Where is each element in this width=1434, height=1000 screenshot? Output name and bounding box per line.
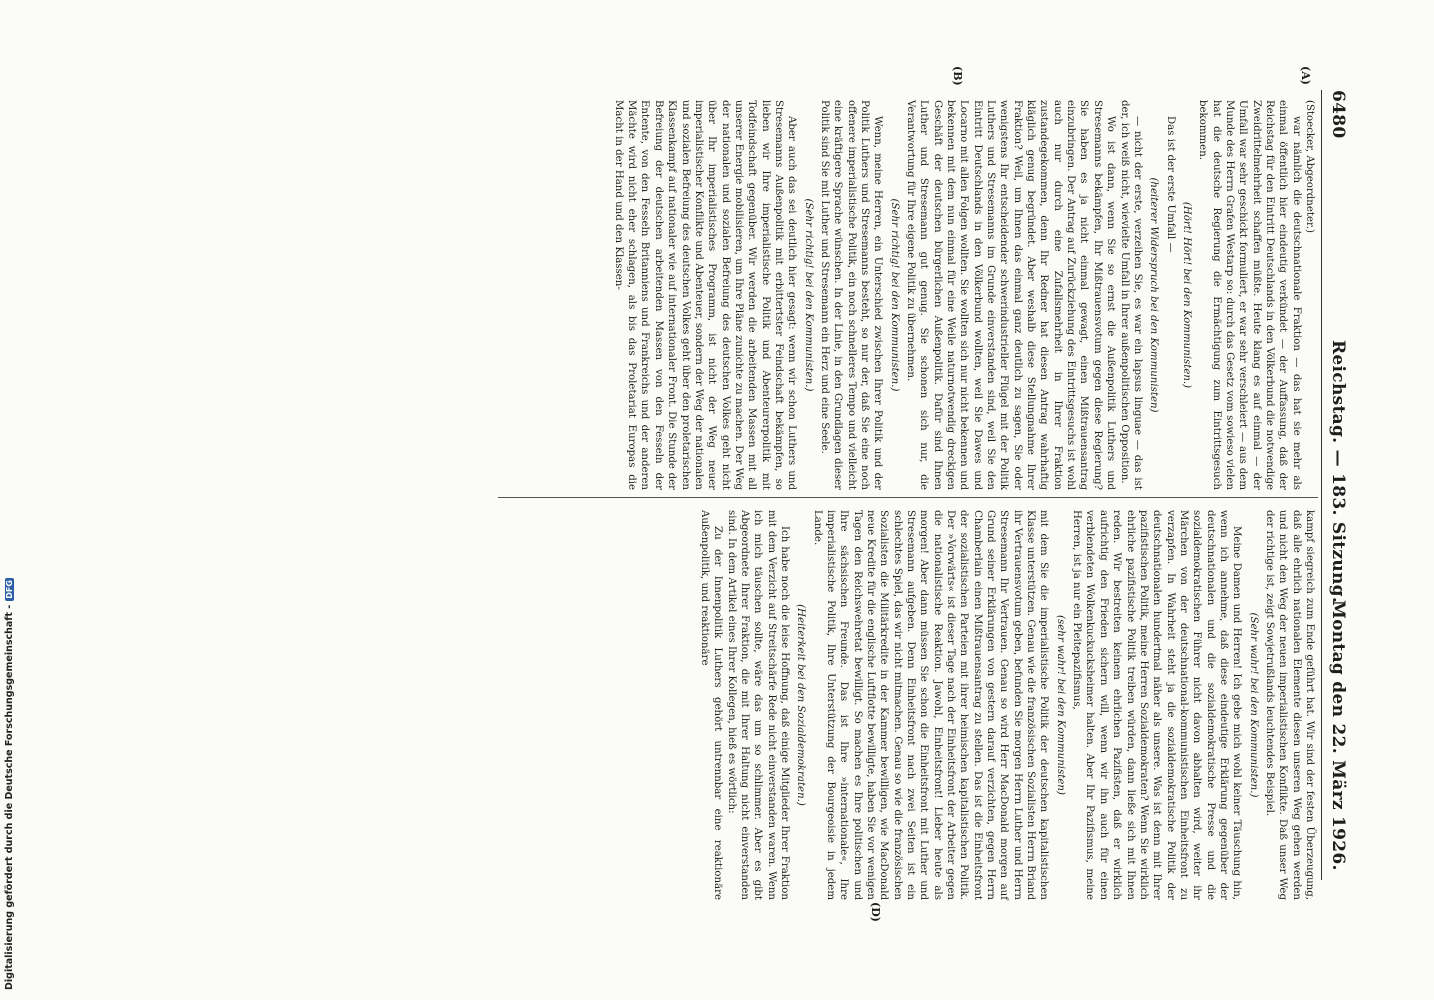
- margin-mark-b: (B): [951, 66, 964, 86]
- left-text-column: [611, 100, 1316, 490]
- interjection: (Sehr richtig! bei den Kommunisten.): [888, 198, 900, 392]
- credit-text: Digitalisierung gefördert durch die Deutsche Forschungsgemeinschaft -: [4, 604, 15, 990]
- interjection: (Sehr wahr! bei den Kommunisten.): [1247, 612, 1259, 798]
- paragraph: Wenn, meine Herren, ein Unterschied zwischen Ihrer Politik und der Politik Luthers und Stresemanns besteht, so nur der, daß Sie eine noch offenere imperialistische Politik, ein noch schnelleres Tempo und vielleicht eine kräftigere Sprache wünschen. In der Linie, in den Grundlagen dieser Politik sind Sie mit Luther und Stresemann ein Herz und eine Seele.: [818, 100, 884, 490]
- paragraph: Meine Damen und Herren! Ich gebe mich wohl keiner Täuschung hin, wenn ich annehme, daß diese eindeutige Erklärung gegenüber der deutschnationalen und die sozialdemokratische Presse und die sozialdemokratischen Führer nicht davon abhalten wird, weiter ihr Märchen von der deutschnational-kommunistischen Einheitsfront zu verzapfen. In Wahrheit steht ja die sozialdemokratische Politik der deutschnationalen hundertmal näher als unsere. Was ist denn mit Ihrer pazifistischen Politik, meine Herren Sozialdemokraten? Wenn Sie wirklich ehrliche pazifistische Politik treiben würden, dann ließe sich mit Ihnen reden. Wir bestreiten keinem ehrlichen Pazifisten, daß er wirklich aufrichtig den Frieden sichern will, wenn wir ihn auch für einen verblendeten Wolkenkuckucksheimer halten. Aber Ihr Pazifismus, meine Herren, ist ja nur ein Pleitepazifismus,: [1071, 510, 1243, 900]
- right-text-column: [698, 510, 1316, 900]
- column-divider: [498, 497, 1318, 498]
- digitization-credit: [4, 580, 18, 990]
- header-rule: [1321, 90, 1322, 880]
- interjection: (sehr wahr! bei den Kommunisten): [1054, 615, 1066, 795]
- paragraph: Ich habe noch die leise Hoffnung, daß einige Mitglieder Ihrer Fraktion mit dem Verzicht auf Streitschärfe Rede nicht einverstanden waren. Wenn ich mich täuschen sollte, wäre das um so schlimmer. Aber es gibt Abgeordnete Ihrer Fraktion, die mit Ihrer Haltung nicht einverstanden sind. In dem Artikel eines Ihrer Kollegen, hieß es wörtlich:: [725, 510, 790, 900]
- paragraph: — nicht der erste, verzeihen Sie, es war ein lapsus linguae — das ist der, ich weiß nicht, wievielte Umfall in Ihrer außenpolitischen Opposition.: [1118, 100, 1143, 490]
- paragraph: Aber auch das sei deutlich hier gesagt: wenn wir schon Luthers und Stresemanns Außenpolitik mit erbittertster Feindschaft bekämpfen, so lieben wir Ihre imperialistische Politik und Abenteurerpolitik mit Todfeindschaft gegenüber. Wir werden die arbeitenden Massen mit all unserer Energie mobilisieren, um Ihre Pläne zunichte zu machen. Der Weg der nationalen und sozialen Befreiung des deutschen Volkes geht nicht über Ihr imperialistisches Programm, ist nicht der Weg neuer imperialistischer Konflikte und Abenteuer, sondern der Weg der nationalen und sozialen Befreiung des deutschen Volkes geht über den proletarischen Klassenkampf auf nationaler wie auf internationaler Front. Die Stunde der Befreiung der deutschen arbeitenden Massen von den Fesseln der Entente, von den Fesseln Britanniens und Frankreichs und der anderen Mächte wird nicht eher schlagen, als bis das Proletariat Europas die Macht in der Hand und den Klassen-: [612, 100, 798, 490]
- paragraph: Wo ist dann, wenn Sie so ernst die Außenpolitik Luthers und Stresemanns bekämpfen, Ihr Mißtrauensvotum gegen diese Regierung? Sie haben es ja nicht einmal gewagt, einen Mißtrauensantrag einzubringen. Der Antrag auf Zurückziehung des Eintrittsgesuchs ist wohl auch nur durch eine Zufallsmehrheit in Ihrer Fraktion zustandegekommen, denn Ihr Redner hat diesen Antrag wahrhaftig kläglich genug begründet. Aber weshalb diese Stellungnahme Ihrer Fraktion? Weil, um Ihnen das einmal ganz deutlich zu sagen, Sie oder wenigstens Ihr entscheidender schwerindustrieller Flügel mit der Politik Luthers und Stresemanns im Grunde einverstanden sind, weil Sie den Eintritt Deutschlands in den Völkerbund wollten, weil Sie Dawes und Locarno mit allen Folgen wollten. Sie wollten sich nur nicht bekennen und bekennen mit dem nun einmal für eine Weile naturnotwendig dreckigen Geschäft der deutschen bürgerlichen Außenpolitik. Dafür sind Ihnen Luther und Stresemann gut genug. Sie schonen sich nur, die Verantwortung für Ihre eigene Politik zu übernehmen.: [905, 100, 1117, 490]
- interjection: (Heiterkeit bei den Sozialdemokraten.): [795, 604, 807, 806]
- margin-mark-d: (D): [869, 902, 882, 922]
- session-date: Montag den 22. März 1926.: [1328, 600, 1348, 871]
- session-title: Reichstag. — 183. Sitzung.: [1328, 340, 1348, 604]
- paragraph: kampf siegreich zum Ende geführt hat. Wir sind der festen Überzeugung, daß alle ehrlich nationalen Elemente diesen unseren Weg gehen werden und nicht den Weg der neuen imperialistischen Konflikte. Daß unser Weg der richtige ist, zeigt Sowjetrußlands leuchtendes Beispiel.: [1263, 510, 1315, 900]
- interjection: (heiterer Widerspruch bei den Kommunisten): [1148, 177, 1160, 413]
- paragraph: (Stoecker, Abgeordneter.): [1304, 100, 1315, 233]
- margin-mark-a: (A): [1299, 66, 1312, 85]
- dfg-logo: DFG: [5, 580, 14, 599]
- paragraph: mit dem Sie die imperialistische Politik der deutschen kapitalistischen Klasse unterstützen. Genau wie die französischen Sozialisten Herrn Briand ihr Vertrauensvotum geben, befunden Sie morgen Herrn Luther und Herrn Stresemann Ihr Vertrauen. Genau so wird Herr MacDonald morgen auf Grund seiner Erklärungen von gestern darauf verzichten, gegen Herrn Chamberlain einen Mißtrauensantrag zu stellen. Das ist die Einheitsfront der sozialistischen Parteien mit ihrer heimischen kapitalistischen Politik. Der »Vorwärts« ist dieser Tage nach der Einheitsfront der Arbeiter gegen die nationalistische Reaktion. Jawohl, Einheitsfront! Lieber heute als morgen! Aber dann müssen Sie schon die Einheitsfront mit Luther und Stresemann aufgeben. Denn Einheitsfront nach zwei Seiten ist ein schlechtes Spiel, das wir nicht mitmachen. Genau so wie die französischen Sozialisten die Militärkredite in der Kammer bewilligen, wie MacDonald neue Kredite für die englische Luftflotte bewilligte, haben Sie vor wenigen Tagen den Reichswehretat bewilligt. So machen es Ihre politischen und Ihre sächsischen Freunde. Das ist Ihre »internationale«, Ihre imperialistische Politik, Ihre Unterstützung der Bourgeoisie in jedem Lande.: [811, 510, 1050, 900]
- paragraph: war nämlich die deutschnationale Fraktion — das hat sie mehr als einmal öffentlich hier eindeutig verkündet — der Auffassung, daß der Reichstag für den Eintritt Deutschlands in den Völkerbund die notwendige Zweidrittelmehrheit schaffen müßte. Heute klang es auf einmal — der Umfall war sehr geschickt formuliert, er war sehr verschleiert — aus dem Munde des Herrn Grafen Westarp so: durch das Gesetz vom sowieso vielen hat die deutsche Regierung die Ermächtigung zum Eintrittsgesuch bekommen.: [1197, 100, 1302, 490]
- page-number: 6480: [1328, 90, 1348, 139]
- paragraph: Das ist der erste Umfall —: [1164, 116, 1176, 253]
- paragraph: Zu der Innenpolitik Luthers gehört untrennbar eine reaktionäre Außenpolitik, und reaktionäre: [698, 510, 724, 900]
- interjection: (Sehr richtig! bei den Kommunisten.): [802, 198, 814, 392]
- interjection: (Hört! Hört! bei den Kommunisten.): [1180, 201, 1192, 389]
- running-header: [1322, 0, 1352, 1000]
